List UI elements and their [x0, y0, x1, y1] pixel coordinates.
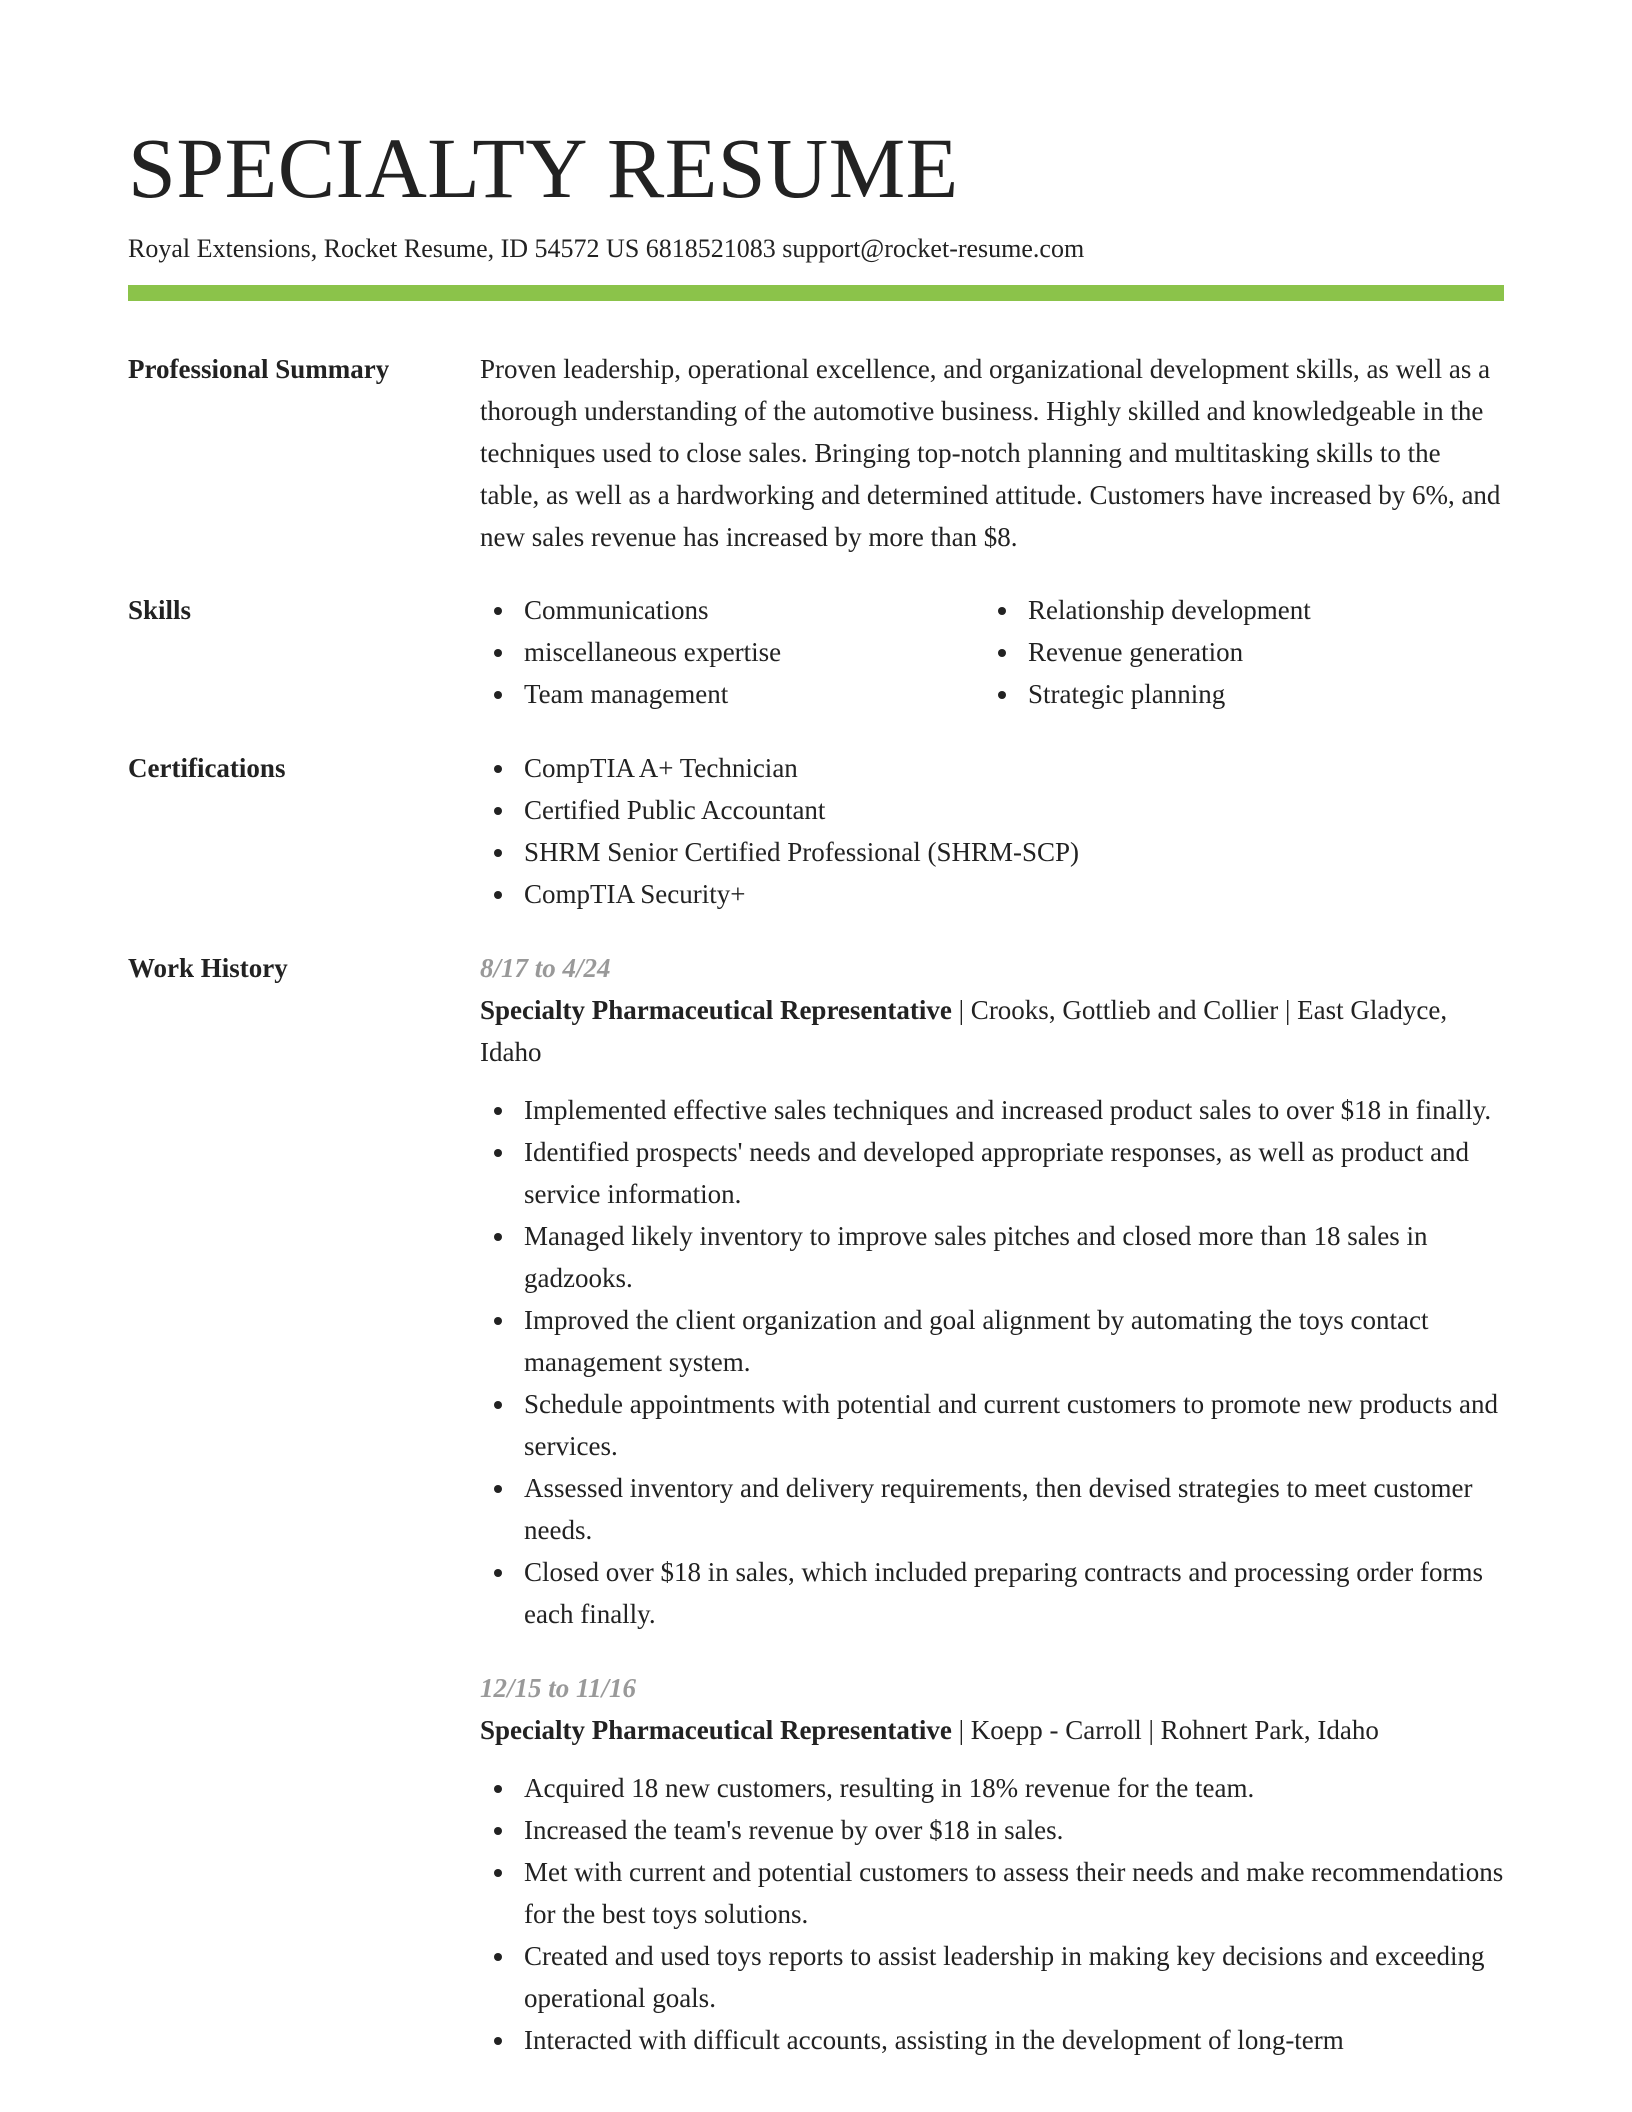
summary-text: Proven leadership, operational excellence, and organizational development skills, as well as a thorough understanding of the automotive business. Highly skilled and knowledgeable in the techniques used to close sales. Bringing top-notch planning and multitasking skills to the table, as well as a hardworking and determined attitude. Customers have increased by 6%, and new sales revenue has increased by more than $8.	[480, 354, 1501, 552]
skill-item: Relationship development	[984, 589, 1488, 631]
job-employer-location: | Koepp - Carroll | Rohnert Park, Idaho	[951, 1715, 1379, 1745]
job-role-line	[480, 989, 1504, 1073]
certifications-list	[480, 747, 1504, 915]
work-history-heading: Work History	[128, 953, 288, 983]
job-bullet: Identified prospects' needs and developed appropriate responses, as well as product and service information.	[480, 1131, 1504, 1215]
job-entry	[480, 1667, 1504, 2061]
skill-item: Strategic planning	[984, 673, 1488, 715]
job-title: Specialty Pharmaceutical Representative	[480, 1715, 952, 1745]
certification-item: CompTIA A+ Technician	[480, 747, 1504, 789]
job-bullet: Acquired 18 new customers, resulting in 18% revenue for the team.	[480, 1767, 1504, 1809]
job-bullet: Increased the team's revenue by over $18 in sales.	[480, 1809, 1504, 1851]
certification-item: CompTIA Security+	[480, 873, 1504, 915]
certifications-heading: Certifications	[128, 753, 286, 783]
contact-line: Royal Extensions, Rocket Resume, ID 54572 US 6818521083 support@rocket-resume.com	[128, 234, 1085, 263]
summary-heading: Professional Summary	[128, 354, 390, 384]
job-bullets	[480, 1767, 1504, 2061]
job-bullet: Implemented effective sales techniques and increased product sales to over $18 in finally.	[480, 1089, 1504, 1131]
skills-heading: Skills	[128, 595, 192, 625]
job-employer-location: | Crooks, Gottlieb and Collier | East Gladyce, Idaho	[480, 995, 1448, 1067]
resume-name: SPECIALTY RESUME	[128, 120, 959, 216]
job-bullet: Assessed inventory and delivery requirements, then devised strategies to meet customer needs.	[480, 1467, 1504, 1551]
skill-item: Team management	[480, 673, 984, 715]
job-bullet: Closed over $18 in sales, which included preparing contracts and processing order forms each finally.	[480, 1551, 1504, 1635]
header-accent-rule	[128, 285, 1504, 301]
job-bullet: Met with current and potential customers to assess their needs and make recommendations for the best toys solutions.	[480, 1851, 1504, 1935]
job-role-line	[480, 1709, 1504, 1751]
certification-item: SHRM Senior Certified Professional (SHRM-SCP)	[480, 831, 1504, 873]
job-bullet: Managed likely inventory to improve sales pitches and closed more than 18 sales in gadzooks.	[480, 1215, 1504, 1299]
job-dates: 8/17 to 4/24	[480, 953, 611, 983]
job-bullet: Created and used toys reports to assist leadership in making key decisions and exceeding operational goals.	[480, 1935, 1504, 2019]
job-entry	[480, 947, 1504, 1635]
job-title: Specialty Pharmaceutical Representative	[480, 995, 952, 1025]
job-bullets	[480, 1089, 1504, 1635]
skill-item: miscellaneous expertise	[480, 631, 984, 673]
skills-list-right	[984, 589, 1488, 715]
skill-item: Communications	[480, 589, 984, 631]
job-bullet: Schedule appointments with potential and current customers to promote new products and services.	[480, 1383, 1504, 1467]
job-bullet: Improved the client organization and goal alignment by automating the toys contact management system.	[480, 1299, 1504, 1383]
job-dates: 12/15 to 11/16	[480, 1673, 637, 1703]
skills-list-left	[480, 589, 984, 715]
job-bullet: Interacted with difficult accounts, assisting in the development of long-term	[480, 2019, 1504, 2061]
certification-item: Certified Public Accountant	[480, 789, 1504, 831]
skill-item: Revenue generation	[984, 631, 1488, 673]
